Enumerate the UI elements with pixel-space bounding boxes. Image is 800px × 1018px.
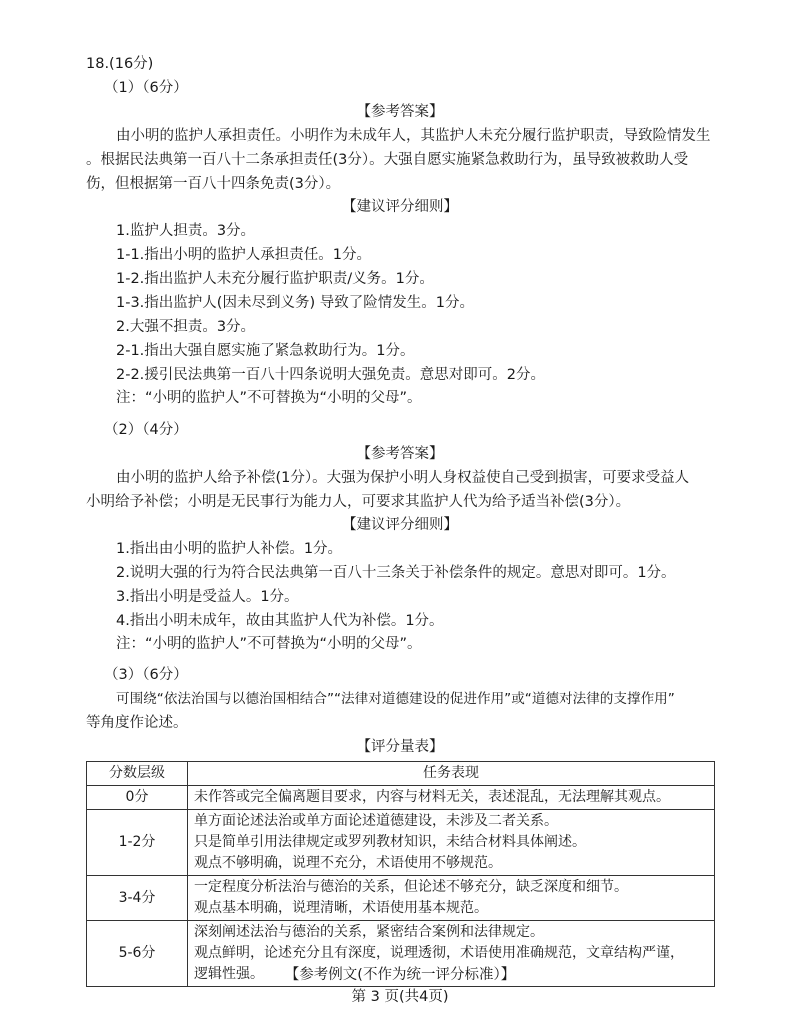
part-2-note: 注：“小明的监护人”不可替换为“小明的父母”。 — [116, 636, 422, 652]
score-level: 5-6分 — [87, 921, 188, 987]
part-3-intro-line: 可围绕“依法治国与以德治国相结合”“法律对道德建设的促进作用”或“道德对法律的支撑作用” — [116, 691, 675, 707]
performance-description — [188, 876, 715, 921]
part-1-answer-line: 。根据民法典第一百八十二条承担责任(3分）。大强自愿实施紧急救助行为，虽导致被救助人受 — [86, 152, 689, 168]
table-row — [87, 786, 715, 810]
part-1-answer-line: 伤，但根据第一百八十四条免责(3分）。 — [86, 176, 341, 192]
score-level: 1-2分 — [87, 810, 188, 876]
part-1-rubric-line: 2-2.援引民法典第一百八十四条说明大强免责。意思对即可。2分。 — [116, 367, 546, 383]
description-line: 观点鲜明，论述充分且有深度，说理透彻，术语使用准确规范，文章结构严谨， — [194, 945, 684, 961]
question-number: 18.(16分) — [86, 56, 154, 72]
part-1-rubric-line: 2.大强不担责。3分。 — [116, 319, 256, 335]
part-2-rubric-line: 4.指出小明未成年，故由其监护人代为补偿。1分。 — [116, 613, 444, 629]
part-2-answer-heading: 【参考答案】 — [356, 446, 444, 462]
part-2-rubric-line: 1.指出由小明的监护人补偿。1分。 — [116, 541, 343, 557]
performance-description — [188, 810, 715, 876]
part-3-intro-line: 等角度作论述。 — [86, 715, 188, 731]
table-header-row — [87, 762, 715, 786]
part-2-answer-line: 由小明的监护人给予补偿(1分）。大强为保护小明人身权益使自己受到损害，可要求受益人 — [116, 470, 690, 486]
column-header-level: 分数层级 — [87, 762, 188, 786]
scoring-table-heading: 【评分量表】 — [356, 739, 444, 755]
part-2-rubric-line: 2.说明大强的行为符合民法典第一百八十三条关于补偿条件的规定。意思对即可。1分。 — [116, 565, 676, 581]
description-line: 观点不够明确，说理不充分，术语使用不够规范。 — [194, 855, 502, 871]
scoring-table — [86, 761, 715, 987]
part-1-rubric-line: 1.监护人担责。3分。 — [116, 223, 256, 239]
part-2-label: （2）（4分） — [104, 422, 188, 438]
table-row — [87, 810, 715, 876]
description-line: 一定程度分析法治与德治的关系，但论述不够充分，缺乏深度和细节。 — [194, 879, 628, 895]
part-1-label: （1）（6分） — [104, 80, 188, 96]
part-2-rubric-line: 3.指出小明是受益人。1分。 — [116, 589, 299, 605]
part-1-answer-heading: 【参考答案】 — [356, 104, 444, 120]
part-2-answer-line: 小明给予补偿；小明是无民事行为能力人，可要求其监护人代为给予适当补偿(3分）。 — [86, 494, 631, 510]
part-1-rubric-line: 1-2.指出监护人未充分履行监护职责/义务。1分。 — [116, 271, 434, 287]
score-level: 0分 — [87, 786, 188, 810]
description-line: 深刻阐述法治与德治的关系，紧密结合案例和法律规定。 — [194, 924, 544, 940]
essay-heading: 【参考例文(不作为统一评分标准）】 — [284, 967, 516, 983]
description-line: 观点基本明确，说理清晰，术语使用基本规范。 — [194, 900, 488, 916]
description-line: 单方面论述法治或单方面论述道德建设，未涉及二者关系。 — [194, 813, 558, 829]
score-level: 3-4分 — [87, 876, 188, 921]
table-row — [87, 876, 715, 921]
part-1-rubric-line: 2-1.指出大强自愿实施了紧急救助行为。1分。 — [116, 343, 415, 359]
description-line: 逻辑性强。 — [194, 966, 264, 982]
performance-description — [188, 786, 715, 810]
part-1-note: 注：“小明的监护人”不可替换为“小明的父母”。 — [116, 390, 422, 406]
part-1-rubric-line: 1-1.指出小明的监护人承担责任。1分。 — [116, 247, 372, 263]
part-1-rubric-heading: 【建议评分细则】 — [342, 199, 458, 215]
page-number: 第 3 页(共4页) — [351, 989, 449, 1005]
description-line: 只是简单引用法律规定或罗列教材知识，未结合材料具体阐述。 — [194, 834, 586, 850]
part-1-answer-line: 由小明的监护人承担责任。小明作为未成年人，其监护人未充分履行监护职责，导致险情发生 — [116, 128, 711, 144]
part-2-rubric-heading: 【建议评分细则】 — [342, 517, 458, 533]
part-3-label: （3）（6分） — [104, 667, 188, 683]
column-header-performance: 任务表现 — [188, 762, 715, 786]
description-line: 未作答或完全偏离题目要求，内容与材料无关，表述混乱，无法理解其观点。 — [194, 789, 670, 805]
part-1-rubric-line: 1-3.指出监护人(因未尽到义务) 导致了险情发生。1分。 — [116, 295, 474, 311]
